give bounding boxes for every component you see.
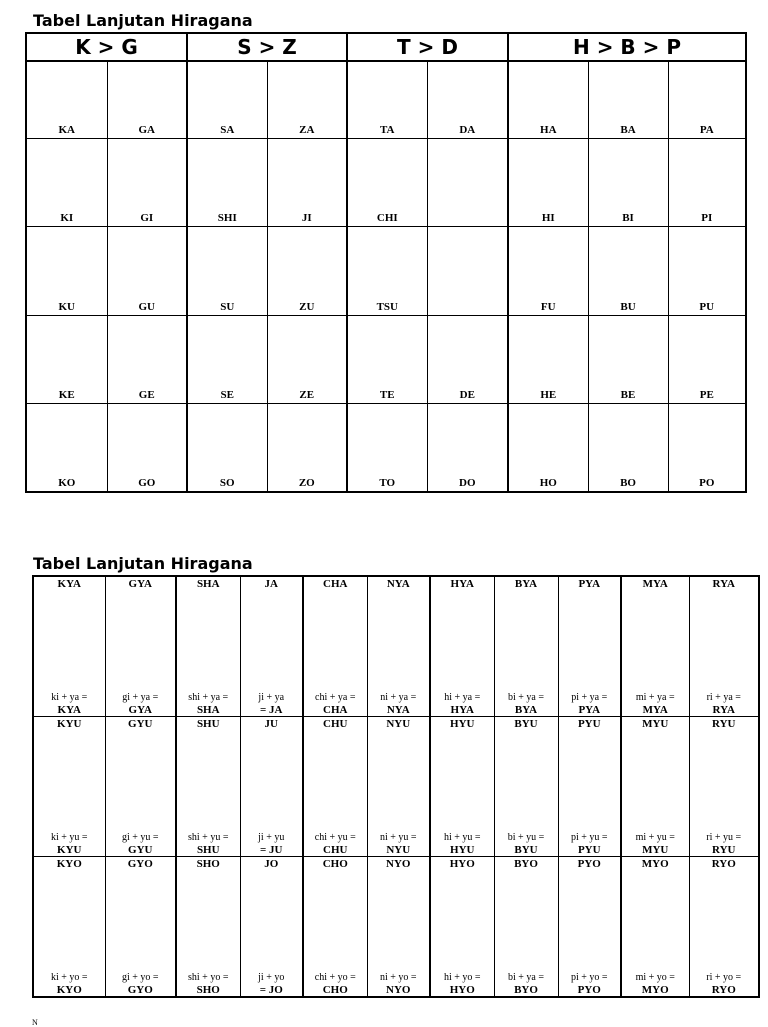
combo-label: NYA bbox=[386, 578, 410, 590]
combo-formula-text: mi + yo = bbox=[635, 972, 675, 983]
kana-cell: CHI bbox=[347, 138, 427, 226]
combo-cell bbox=[367, 717, 430, 857]
kana-cell: HA bbox=[508, 61, 588, 138]
combo-row bbox=[33, 576, 759, 717]
combo-result: MYO bbox=[641, 984, 669, 996]
combo-formula-text: pi + ya = bbox=[571, 692, 608, 703]
kana-cell: SO bbox=[187, 404, 267, 492]
combo-label: MYA bbox=[642, 578, 668, 590]
combo-formula-text: bi + yu = bbox=[507, 832, 545, 843]
combo-formula-text: ji + ya bbox=[258, 692, 285, 703]
combo-label: KYO bbox=[56, 858, 82, 870]
combo-formula bbox=[241, 972, 303, 996]
combo-formula-text: bi + ya = bbox=[508, 972, 544, 983]
kana-cell: BU bbox=[588, 227, 668, 315]
combo-result: SHO bbox=[196, 984, 220, 996]
combo-formula bbox=[690, 832, 759, 856]
combo-formula-text: ni + yo = bbox=[379, 972, 417, 983]
group-header-row bbox=[26, 33, 746, 61]
combo-formula bbox=[106, 692, 176, 716]
combo-label: BYU bbox=[514, 718, 538, 730]
combo-label: RYO bbox=[711, 858, 736, 870]
combo-cell bbox=[33, 576, 105, 717]
combo-label: BYA bbox=[514, 578, 538, 590]
combo-label: PYU bbox=[577, 718, 601, 730]
combo-formula bbox=[622, 832, 689, 856]
combo-result: MYU bbox=[642, 844, 669, 856]
combo-result: KYU bbox=[57, 844, 82, 856]
combo-result: GYU bbox=[128, 844, 153, 856]
combo-label: NYO bbox=[386, 858, 411, 870]
combo-cell bbox=[240, 717, 303, 857]
combo-formula bbox=[622, 692, 689, 716]
combo-formula bbox=[34, 832, 105, 856]
combo-formula bbox=[559, 832, 621, 856]
kana-row bbox=[26, 61, 746, 138]
kana-cell: SU bbox=[187, 227, 267, 315]
hiragana-combination-table bbox=[32, 575, 760, 998]
kana-cell: KI bbox=[26, 138, 107, 226]
combo-row bbox=[33, 717, 759, 857]
combo-formula-text: gi + ya = bbox=[122, 692, 159, 703]
combo-result: = JU bbox=[260, 844, 283, 856]
combo-cell bbox=[494, 857, 558, 998]
kana-cell: HO bbox=[508, 404, 588, 492]
combo-cell bbox=[689, 576, 759, 717]
hiragana-basic-table bbox=[25, 32, 747, 493]
combo-cell bbox=[240, 857, 303, 998]
kana-cell: FU bbox=[508, 227, 588, 315]
kana-cell: BA bbox=[588, 61, 668, 138]
combo-label: HYU bbox=[450, 718, 475, 730]
combo-cell bbox=[105, 576, 176, 717]
combo-formula-text: ki + ya = bbox=[51, 692, 88, 703]
combo-result: MYA bbox=[642, 704, 668, 716]
combo-label: GYA bbox=[128, 578, 152, 590]
combo-cell bbox=[689, 857, 759, 998]
combo-formula-text: bi + ya = bbox=[508, 692, 544, 703]
combo-formula bbox=[177, 692, 240, 716]
combo-formula bbox=[431, 832, 494, 856]
combo-formula-text: mi + ya = bbox=[635, 692, 675, 703]
combo-formula bbox=[368, 692, 430, 716]
combo-result: NYA bbox=[386, 704, 410, 716]
group-header-kg: K > G bbox=[26, 33, 187, 61]
combo-result: RYO bbox=[711, 984, 736, 996]
combo-formula-text: shi + yo = bbox=[188, 972, 229, 983]
combo-formula-text: mi + yu = bbox=[635, 832, 675, 843]
combo-cell bbox=[303, 857, 367, 998]
combo-result: PYU bbox=[577, 844, 601, 856]
combo-formula-text: ji + yo bbox=[258, 972, 285, 983]
combo-result: GYA bbox=[128, 704, 152, 716]
combo-result: SHU bbox=[196, 844, 220, 856]
combo-cell bbox=[33, 857, 105, 998]
combo-formula bbox=[495, 972, 558, 996]
table2-title: Tabel Lanjutan Hiragana bbox=[33, 554, 253, 573]
combo-formula-text: pi + yu = bbox=[570, 832, 608, 843]
combo-result: RYA bbox=[712, 704, 735, 716]
combo-formula bbox=[368, 832, 430, 856]
kana-cell: TO bbox=[347, 404, 427, 492]
combo-formula bbox=[622, 972, 689, 996]
combo-label: CHU bbox=[323, 718, 348, 730]
table1-title: Tabel Lanjutan Hiragana bbox=[33, 11, 253, 30]
kana-cell: HI bbox=[508, 138, 588, 226]
combo-formula bbox=[304, 692, 367, 716]
combo-formula bbox=[106, 832, 176, 856]
combo-label: PYA bbox=[578, 578, 601, 590]
combo-formula-text: gi + yo = bbox=[121, 972, 159, 983]
combo-cell bbox=[621, 857, 689, 998]
kana-cell: PA bbox=[668, 61, 746, 138]
combo-formula bbox=[559, 972, 621, 996]
combo-formula bbox=[304, 972, 367, 996]
combo-result: RYU bbox=[712, 844, 736, 856]
combo-cell bbox=[176, 857, 240, 998]
kana-cell: KU bbox=[26, 227, 107, 315]
kana-cell: DO bbox=[427, 404, 508, 492]
kana-cell: PE bbox=[668, 315, 746, 403]
combo-result: CHO bbox=[322, 984, 348, 996]
combo-result: HYU bbox=[450, 844, 475, 856]
combo-formula-text: hi + yu = bbox=[443, 832, 481, 843]
combo-label: PYO bbox=[577, 858, 601, 870]
combo-formula-text: shi + yu = bbox=[188, 832, 229, 843]
combo-formula bbox=[34, 972, 105, 996]
kana-cell: ZE bbox=[267, 315, 347, 403]
combo-cell bbox=[430, 717, 494, 857]
kana-cell: ZO bbox=[267, 404, 347, 492]
combo-cell bbox=[303, 576, 367, 717]
kana-cell bbox=[427, 138, 508, 226]
kana-row bbox=[26, 404, 746, 492]
combo-formula-text: pi + yo = bbox=[570, 972, 608, 983]
combo-formula bbox=[495, 692, 558, 716]
combo-formula-text: chi + yu = bbox=[314, 832, 356, 843]
combo-formula-text: shi + ya = bbox=[188, 692, 229, 703]
combo-formula bbox=[304, 832, 367, 856]
combo-cell bbox=[621, 717, 689, 857]
combo-cell bbox=[176, 717, 240, 857]
combo-cell bbox=[621, 576, 689, 717]
combo-formula-text: gi + yu = bbox=[121, 832, 159, 843]
combo-cell bbox=[367, 576, 430, 717]
combo-result: BYA bbox=[514, 704, 538, 716]
combo-formula bbox=[431, 972, 494, 996]
combo-cell bbox=[430, 576, 494, 717]
combo-label: RYA bbox=[712, 578, 735, 590]
combo-cell bbox=[430, 857, 494, 998]
combo-label: JA bbox=[264, 578, 278, 590]
kana-cell: PO bbox=[668, 404, 746, 492]
combo-cell bbox=[494, 576, 558, 717]
combo-result: KYA bbox=[57, 704, 81, 716]
combo-formula-text: hi + ya = bbox=[444, 692, 481, 703]
combo-cell bbox=[494, 717, 558, 857]
group-header-sz: S > Z bbox=[187, 33, 347, 61]
combo-formula-text: chi + yo = bbox=[314, 972, 356, 983]
combo-result: KYO bbox=[56, 984, 82, 996]
combo-label: SHU bbox=[196, 718, 220, 730]
combo-formula bbox=[690, 692, 759, 716]
combo-label: SHO bbox=[196, 858, 220, 870]
kana-cell: ZU bbox=[267, 227, 347, 315]
combo-cell bbox=[176, 576, 240, 717]
combo-label: MYO bbox=[641, 858, 669, 870]
combo-formula bbox=[368, 972, 430, 996]
kana-cell: KE bbox=[26, 315, 107, 403]
combo-result: NYO bbox=[386, 984, 411, 996]
kana-cell: TSU bbox=[347, 227, 427, 315]
combo-label: GYO bbox=[127, 858, 153, 870]
kana-cell bbox=[427, 227, 508, 315]
combo-formula bbox=[495, 832, 558, 856]
combo-result: CHU bbox=[323, 844, 348, 856]
kana-cell: KA bbox=[26, 61, 107, 138]
combo-row bbox=[33, 857, 759, 998]
combo-formula-text: hi + yo = bbox=[443, 972, 481, 983]
combo-label: HYA bbox=[450, 578, 474, 590]
kana-cell: DA bbox=[427, 61, 508, 138]
combo-cell bbox=[558, 857, 621, 998]
combo-cell bbox=[105, 857, 176, 998]
combo-formula bbox=[690, 972, 759, 996]
combo-cell bbox=[689, 717, 759, 857]
combo-formula bbox=[34, 692, 105, 716]
kana-cell: BI bbox=[588, 138, 668, 226]
combo-label: MYU bbox=[642, 718, 669, 730]
footer-note: N bbox=[32, 1018, 38, 1027]
combo-result: HYO bbox=[449, 984, 475, 996]
combo-formula-text: ri + yo = bbox=[706, 972, 742, 983]
combo-formula bbox=[241, 832, 303, 856]
combo-result: PYO bbox=[577, 984, 601, 996]
kana-cell: TA bbox=[347, 61, 427, 138]
combo-formula-text: chi + ya = bbox=[315, 692, 356, 703]
combo-formula bbox=[559, 692, 621, 716]
combo-formula-text: ri + yu = bbox=[706, 832, 742, 843]
combo-label: CHA bbox=[323, 578, 348, 590]
kana-cell: SE bbox=[187, 315, 267, 403]
combo-label: SHA bbox=[196, 578, 220, 590]
combo-label: JO bbox=[264, 858, 279, 870]
combo-cell bbox=[303, 717, 367, 857]
kana-row bbox=[26, 315, 746, 403]
kana-cell: GU bbox=[107, 227, 187, 315]
combo-cell bbox=[105, 717, 176, 857]
kana-cell: HE bbox=[508, 315, 588, 403]
combo-formula bbox=[177, 972, 240, 996]
combo-formula bbox=[177, 832, 240, 856]
kana-cell: BE bbox=[588, 315, 668, 403]
kana-cell: DE bbox=[427, 315, 508, 403]
kana-cell: PI bbox=[668, 138, 746, 226]
combo-formula bbox=[106, 972, 176, 996]
group-header-hbp: H > B > P bbox=[508, 33, 746, 61]
combo-cell bbox=[240, 576, 303, 717]
kana-cell: GE bbox=[107, 315, 187, 403]
combo-label: HYO bbox=[449, 858, 475, 870]
kana-cell: GI bbox=[107, 138, 187, 226]
combo-cell bbox=[558, 717, 621, 857]
kana-cell: KO bbox=[26, 404, 107, 492]
combo-result: BYO bbox=[514, 984, 538, 996]
combo-cell bbox=[558, 576, 621, 717]
combo-formula-text: ki + yu = bbox=[50, 832, 88, 843]
combo-formula-text: ri + ya = bbox=[706, 692, 741, 703]
combo-result: BYU bbox=[514, 844, 538, 856]
kana-cell: GA bbox=[107, 61, 187, 138]
kana-row bbox=[26, 227, 746, 315]
kana-cell: ZA bbox=[267, 61, 347, 138]
combo-result: PYA bbox=[578, 704, 601, 716]
combo-label: JU bbox=[264, 718, 278, 730]
combo-cell bbox=[33, 717, 105, 857]
combo-label: KYA bbox=[57, 578, 81, 590]
kana-cell: BO bbox=[588, 404, 668, 492]
combo-label: KYU bbox=[57, 718, 82, 730]
combo-result: GYO bbox=[127, 984, 153, 996]
group-header-td: T > D bbox=[347, 33, 508, 61]
combo-result: SHA bbox=[196, 704, 220, 716]
kana-cell: TE bbox=[347, 315, 427, 403]
combo-label: NYU bbox=[386, 718, 411, 730]
combo-formula-text: ni + ya = bbox=[380, 692, 417, 703]
combo-formula-text: ji + yu bbox=[258, 832, 285, 843]
combo-formula-text: ni + yu = bbox=[379, 832, 417, 843]
combo-formula-text: ki + yo = bbox=[50, 972, 88, 983]
kana-cell: SHI bbox=[187, 138, 267, 226]
combo-result: HYA bbox=[450, 704, 474, 716]
kana-cell: PU bbox=[668, 227, 746, 315]
combo-label: CHO bbox=[322, 858, 348, 870]
combo-formula bbox=[431, 692, 494, 716]
kana-cell: GO bbox=[107, 404, 187, 492]
combo-label: GYU bbox=[128, 718, 153, 730]
combo-formula bbox=[241, 692, 303, 716]
combo-result: CHA bbox=[323, 704, 348, 716]
combo-label: BYO bbox=[514, 858, 538, 870]
combo-cell bbox=[367, 857, 430, 998]
combo-result: = JA bbox=[260, 704, 283, 716]
kana-cell: SA bbox=[187, 61, 267, 138]
kana-row bbox=[26, 138, 746, 226]
combo-label: RYU bbox=[712, 718, 736, 730]
kana-cell: JI bbox=[267, 138, 347, 226]
combo-result: NYU bbox=[386, 844, 411, 856]
combo-result: = JO bbox=[259, 984, 283, 996]
